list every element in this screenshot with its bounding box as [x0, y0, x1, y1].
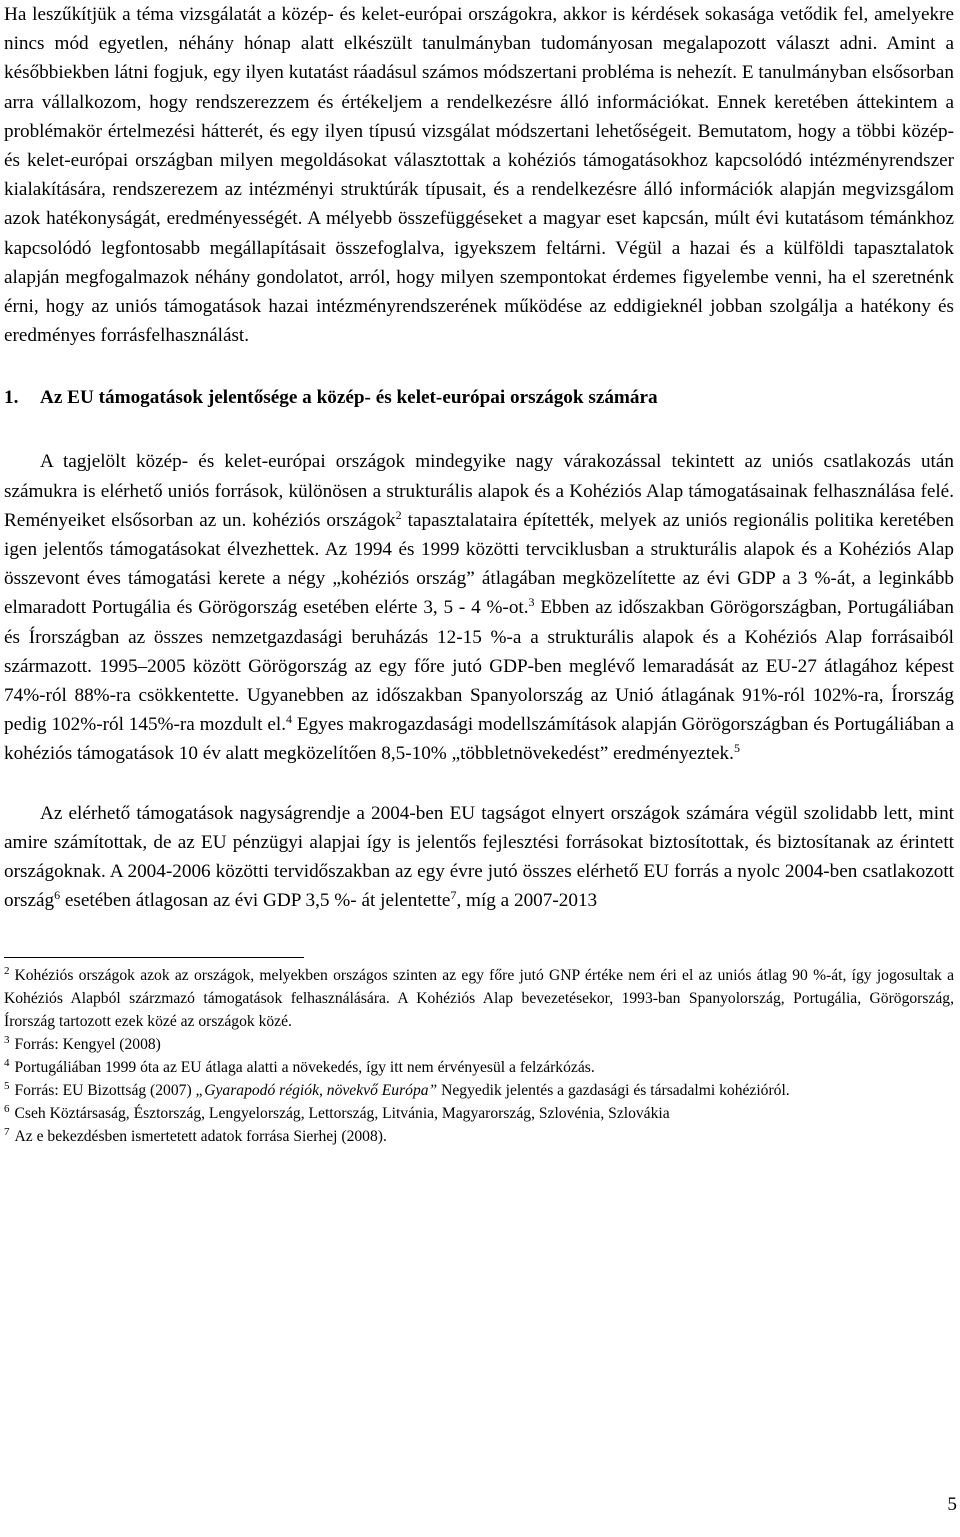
body-paragraph-2: Az elérhető támogatások nagyságrendje a 2004-ben EU tagságot elnyert országok számára végül szolidabb lett, mint amire számítottak, de az EU pénzügyi alapjai így is jelentős fejlesztési forrásokat biztosítottak, és biztosítanak az érintett országoknak. A 2004-2006 közötti tervidőszakban az egy évre jutó összes elérhető EU forrás a nyolc 2004-ben csatlakozott ország$^6$ esetében átlagosan az évi GDP 3,5 %- át jelentette$^7$, míg a 2007-2013: [4, 802, 954, 912]
footnote-separator: [4, 957, 304, 958]
section-number: 1.: [4, 387, 19, 409]
footnote-3: $^3$ Forrás: Kengyel (2008): [4, 1034, 161, 1054]
document-page: [4, 0, 954, 1148]
page-number: 5: [947, 1494, 957, 1515]
footnote-2: $^2$ Kohéziós országok azok az országok, melyekben országos szinten az egy főre jutó GNP értéke nem éri el az uniós átlag 90 %-át, így jogosultak a Kohéziós Alapból szárzmazó támogatások felhasználására. A Kohéziós Alap bevezetésekor, 1993-ban Spanyolország, Portugália, Görögország, Írország tartozott ezek közé az országok közé.: [4, 965, 954, 1031]
footnote-ref-6[interactable]: 6: [54, 888, 61, 903]
section-title: Az EU támogatások jelentősége a közép- és kelet-európai országok számára: [40, 387, 658, 409]
footnote-ref-7[interactable]: 7: [450, 888, 457, 903]
body-paragraph-1: A tagjelölt közép- és kelet-európai országok mindegyike nagy várakozással tekintett az uniós csatlakozás után számukra is elérhető uniós források, különösen a strukturális alapok és a Kohéziós Alap támogatásainak felhasználása felé. Reményeiket elsősorban az un. kohéziós országok$^2$ tapasztalataira építették, melyek az uniós regionális politika keretében igen jelentős támogatásokat élvezhettek. Az 1994 és 1999 közötti tervciklusban a strukturális alapok és a Kohéziós Alap összevont éves támogatási kerete a négy „kohéziós ország” átlagában megközelítette az évi GDP a 3 %-át, a leginkább elmaradott Portugália és Görögország esetében elérte 3, 5 - 4 %-ot.$^3$ Ebben az időszakban Görögországban, Portugáliában és Írországban az összes nemzetgazdasági beruházás 12-15 %-a a strukturális alapok és a Kohéziós Alap forrásaiból származott. 1995–2005 között Görögország az egy főre jutó GDP-ben meglévő lemaradását az EU-27 átlagához képest 74%-ról 88%-ra csökkentette. Ugyanebben az időszakban Spanyolország az Unió átlagának 91%-ról 102%-ra, Írország pedig 102%-ról 145%-ra mozdult el.$^4$ Egyes makrogazdasági modellszámítások alapján Görögországban és Portugáliában a kohéziós támogatások 10 év alatt megközelítően 8,5-10% „többletnövekedést” eredményeztek.$^5$: [4, 451, 955, 765]
footnote-4: $^4$ Portugáliában 1999 óta az EU átlaga alatti a növekedés, így itt nem érvényesül a felzárkózás.: [4, 1057, 595, 1077]
footnote-ref-5[interactable]: 5: [733, 741, 740, 756]
footnote-5: $^5$ Forrás: EU Bizottság (2007) „Gyarapodó régiók, növekvő Európa” Negyedik jelentés a gazdasági és társadalmi kohézióról.: [4, 1080, 790, 1100]
section-heading: [4, 383, 954, 413]
footnote-7: $^7$ Az e bekezdésben ismertetett adatok forrása Sierhej (2008).: [4, 1126, 387, 1146]
footnote-ref-2[interactable]: 2: [395, 507, 402, 522]
intro-paragraph: Ha leszűkítjük a téma vizsgálatát a közép- és kelet-európai országokra, akkor is kérdések sokasága vetődik fel, amelyekre nincs mód egyetlen, néhány hónap alatt elkészült tanulmányban tudományosan megalapozott választ adni. Amint a későbbiekben látni fogjuk, egy ilyen kutatást ráadásul számos módszertani probléma is nehezít. E tanulmányban elsősorban arra vállalkozom, hogy rendszerezzem és értékeljem a rendelkezésre álló információkat. Ennek keretében áttekintem a problémakör értelmezési hátterét, és egy ilyen típusú vizsgálat módszertani lehetőségeit. Bemutatom, hogy a többi közép- és kelet-európai országban milyen megoldásokat választottak a kohéziós támogatásokhoz kapcsolódó intézményrendszer kialakítására, rendszerezem az intézményi struktúrák típusait, és a rendelkezésre álló információk alapján megvizsgálom azok hatékonyságát, eredményességét. A mélyebb összefüggéseket a magyar eset kapcsán, múlt évi kutatásom témánkhoz kapcsolódó legfontosabb megállapításait összefoglalva, igyekszem feltárni. Végül a hazai és a külföldi tapasztalatok alapján megfogalmazok néhány gondolatot, arról, hogy milyen szempontokat érdemes figyelembe venni, ha el szeretnénk érni, hogy az uniós támogatások hazai intézményrendszerének működése az eddigieknél jobban szolgálja a hatékony és eredményes forrásfelhasználást.: [4, 4, 954, 347]
footnote-ref-3[interactable]: 3: [528, 595, 535, 610]
footnote-6: $^6$ Cseh Köztársaság, Észtország, Lengyelország, Lettország, Litvánia, Magyarország, Szlovénia, Szlovákia: [4, 1103, 670, 1123]
footnotes: [4, 964, 954, 1148]
footnote-ref-4[interactable]: 4: [286, 712, 292, 727]
